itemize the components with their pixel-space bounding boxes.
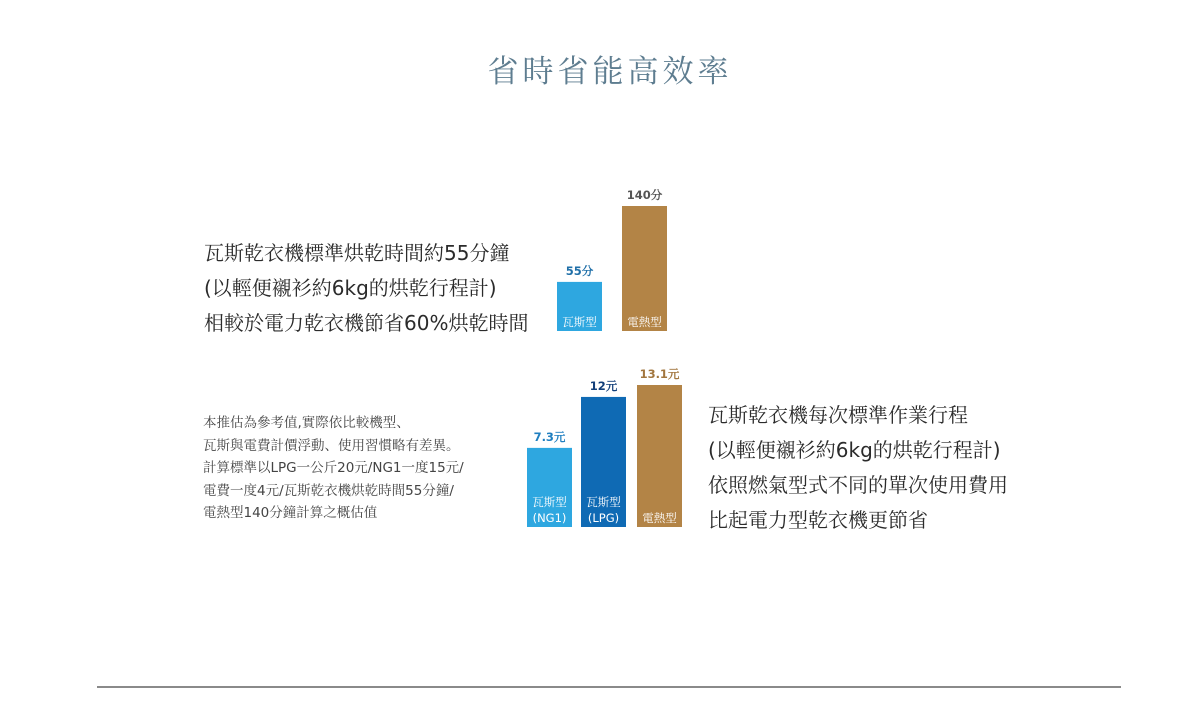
bar-category-label: (NG1) [532,511,567,525]
cost-line: 依照燃氣型式不同的單次使用費用 [708,473,1008,497]
cost-line: 瓦斯乾衣機每次標準作業行程 [708,403,968,427]
bar-category-label: 瓦斯型 [562,315,597,329]
bar-category-label: 瓦斯型 [532,495,567,509]
bar-value-label: 12元 [589,378,618,393]
bar-value-label: 140分 [626,188,663,202]
footnote-line: 電費一度4元/瓦斯乾衣機烘乾時間55分鐘/ [203,482,454,499]
bar-category-label: 瓦斯型 [586,495,621,509]
bottom-divider [97,686,1121,688]
cost-line: (以輕便襯衫約6kg的烘乾行程計) [708,438,1001,462]
drying-time-line: 相較於電力乾衣機節省60%烘乾時間 [204,311,529,335]
drying-time-line: 瓦斯乾衣機標準烘乾時間約55分鐘 [204,241,510,265]
estimate-footnote [203,412,464,525]
footnote-line: 本推估為參考值,實際依比較機型、 [203,415,410,431]
cost-description [708,398,1008,538]
bar-category-label: 電熱型 [642,511,677,525]
cost-line: 比起電力型乾衣機更節省 [708,508,928,532]
footnote-line: 瓦斯與電費計價浮動、使用習慣略有差異。 [203,437,460,454]
page-title: 省時省能高效率 [487,54,733,90]
footnote-line: 計算標準以LPG一公斤20元/NG1一度15元/ [203,460,464,476]
drying-time-line: (以輕便襯衫約6kg的烘乾行程計) [204,276,497,300]
bar-value-label: 55分 [565,263,594,278]
bar [637,385,682,527]
bar-value-label: 13.1元 [639,367,680,381]
bar-category-label: 電熱型 [627,315,662,329]
footnote-line: 電熱型140分鐘計算之概估值 [203,505,378,521]
bar-category-label: (LPG) [587,511,620,525]
bar-value-label: 7.3元 [533,429,566,444]
